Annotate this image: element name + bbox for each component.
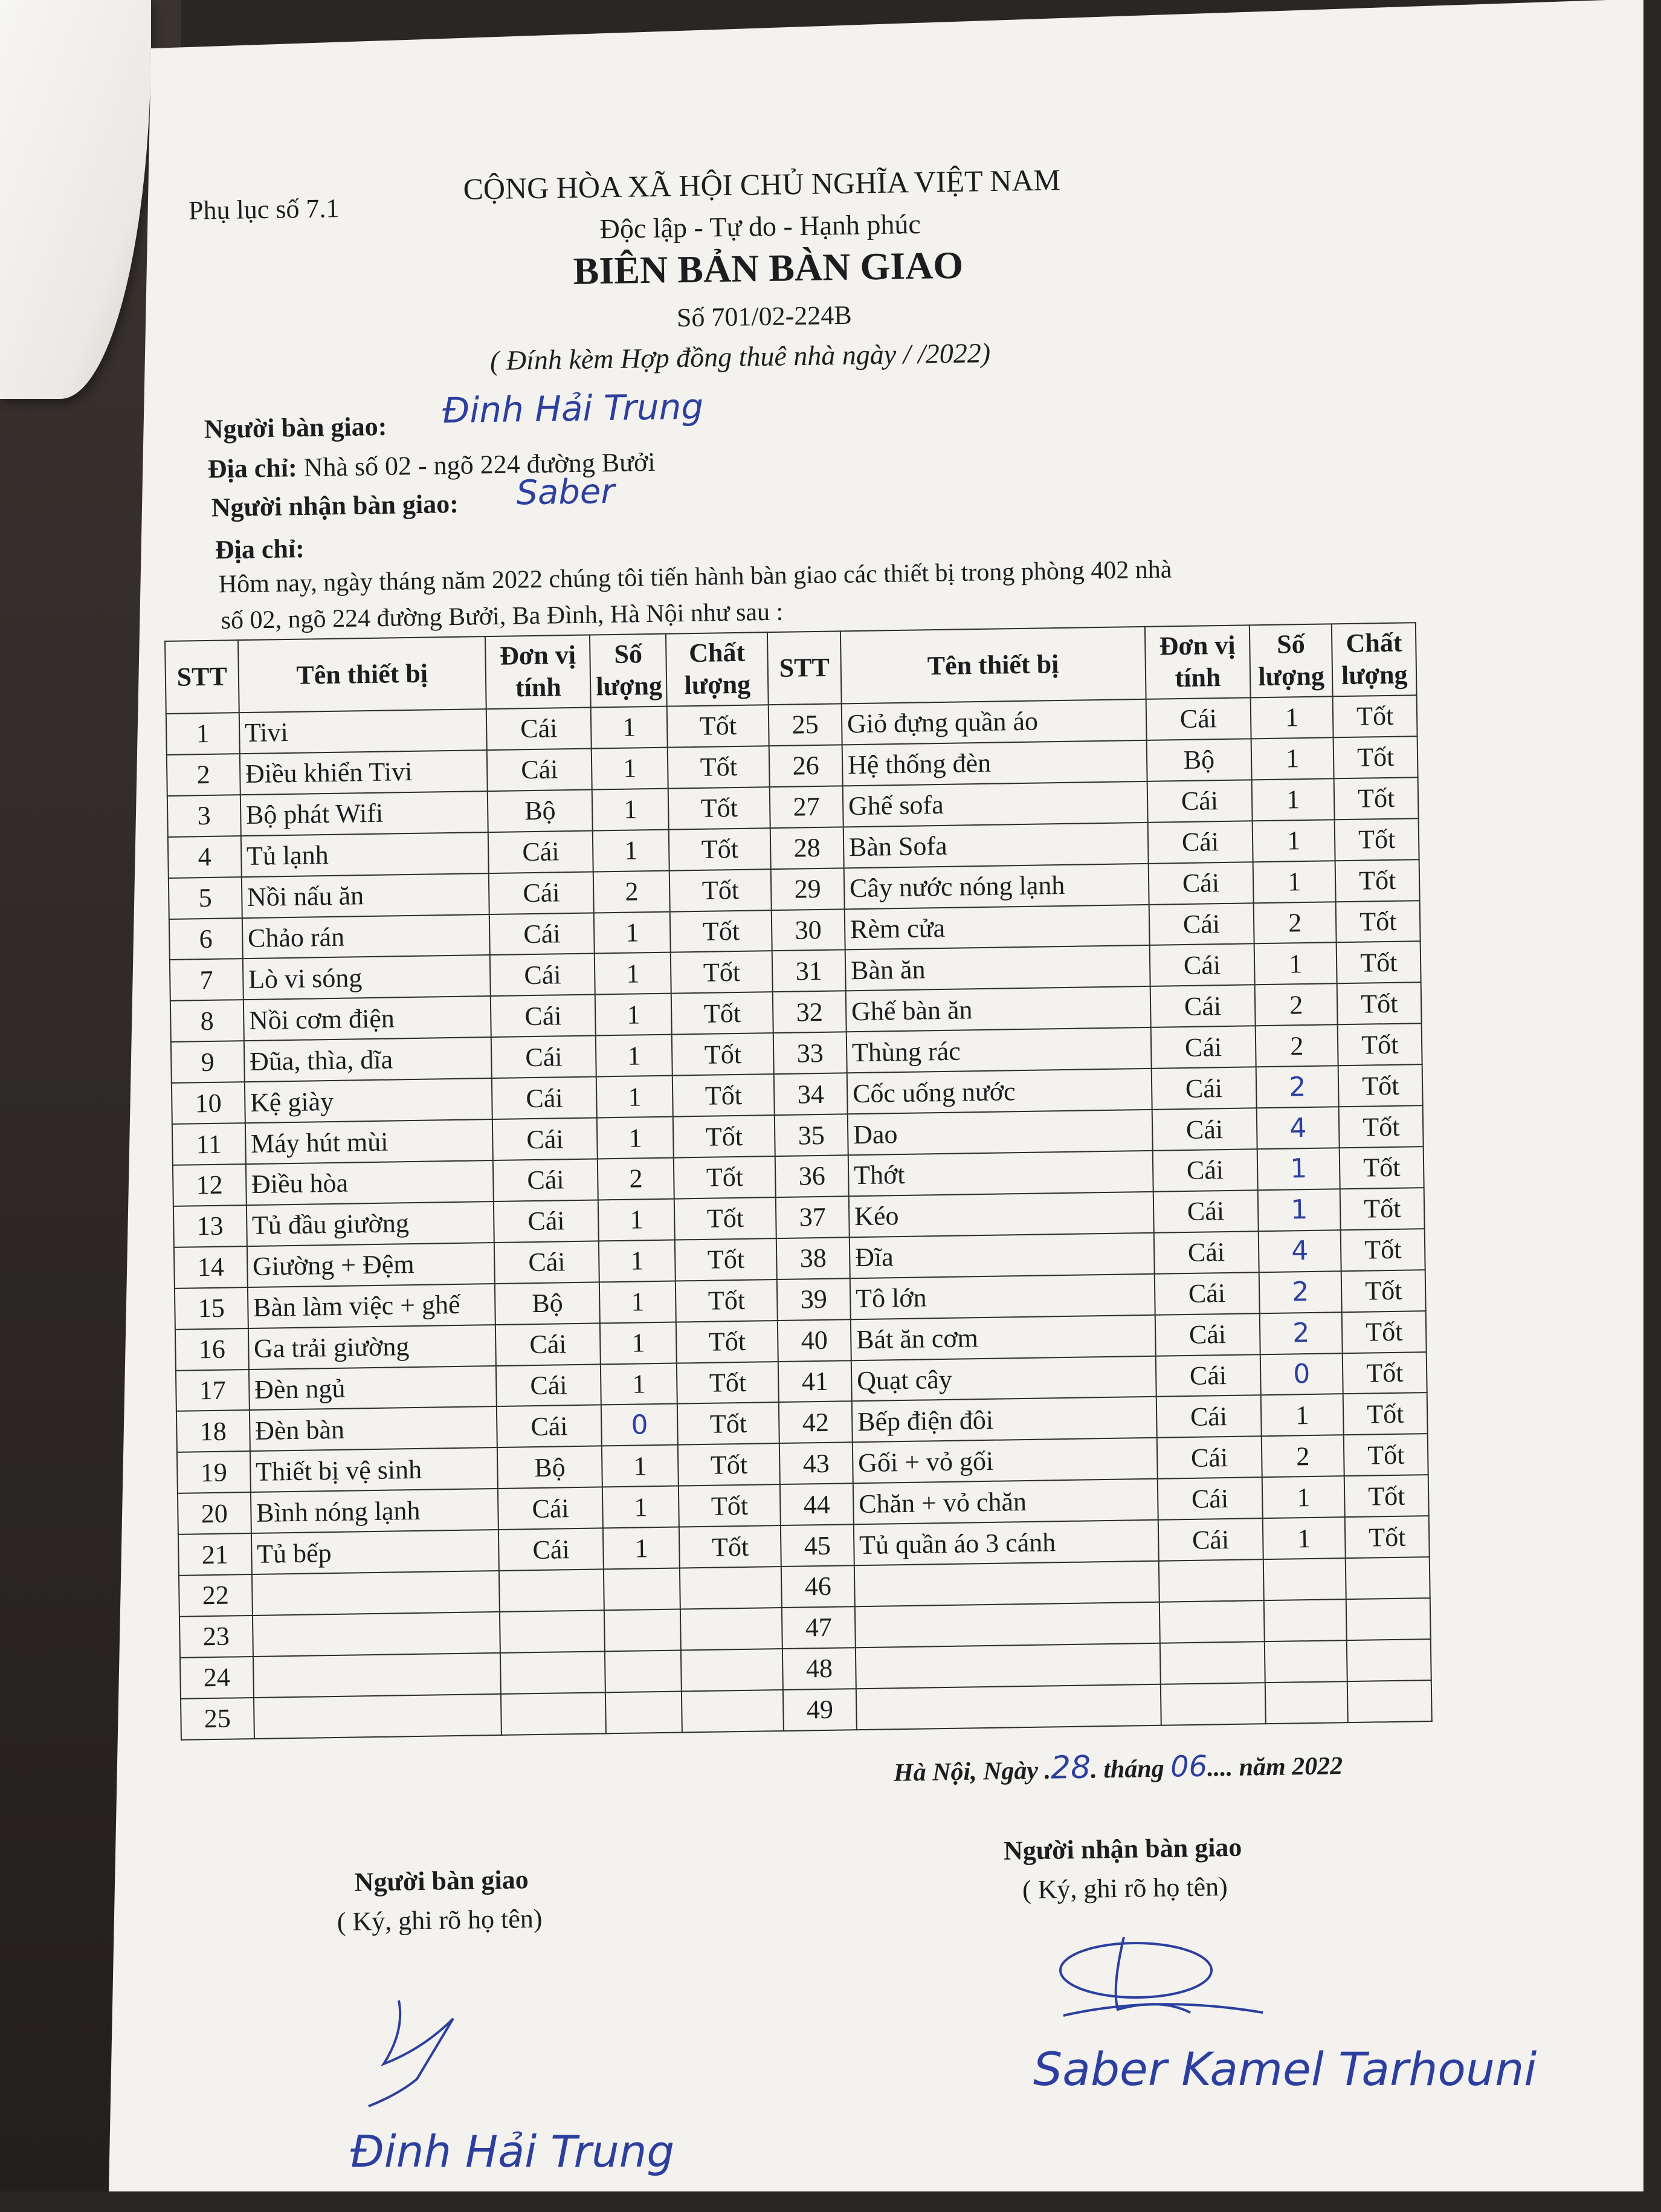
cell-right-qty: 1 [1258, 1189, 1341, 1231]
cell-right-stt: 39 [777, 1278, 851, 1321]
cell-right-stt: 45 [781, 1524, 854, 1567]
receiver-signature-note: ( Ký, ghi rõ họ tên) [1022, 1872, 1228, 1905]
cell-right-quality: Tốt [1341, 1270, 1426, 1312]
cell-left-unit: Cái [498, 1528, 604, 1571]
document-number: Số 701/02-224B [676, 300, 853, 333]
header-quality-r2: lượng [1341, 659, 1408, 691]
cell-left-stt: 14 [174, 1246, 248, 1289]
cell-right-qty: 2 [1254, 902, 1337, 944]
cell-right-stt: 28 [770, 827, 844, 869]
cell-left-quality: Tốt [674, 1156, 776, 1198]
cell-left-qty: 1 [596, 1035, 672, 1077]
cell-left-stt: 24 [180, 1657, 254, 1699]
cell-right-stt: 29 [771, 868, 845, 910]
cell-left-quality: Tốt [675, 1238, 777, 1281]
cell-right-quality: Tốt [1337, 983, 1422, 1025]
cell-right-name: Thùng rác [847, 1027, 1152, 1073]
cell-left-quality: Tốt [668, 746, 770, 788]
header-quality-r1: Chất [1346, 627, 1402, 659]
cell-left-stt: 5 [169, 877, 242, 919]
cell-left-quality: Tốt [671, 951, 773, 994]
national-motto: Độc lập - Tự do - Hạnh phúc [599, 208, 921, 245]
cell-left-quality: Tốt [679, 1525, 781, 1568]
cell-left-stt: 22 [179, 1574, 253, 1617]
cell-right-unit: Cái [1154, 1272, 1259, 1315]
cell-right-quality: Tốt [1338, 1023, 1422, 1066]
cell-right-quality: Tốt [1341, 1229, 1425, 1271]
cell-right-qty: 1 [1251, 737, 1334, 780]
cell-right-stt: 41 [778, 1360, 852, 1403]
address-label: Địa chỉ: [207, 453, 298, 484]
intro-line-1: Hôm nay, ngày tháng năm 2022 chúng tôi tiến hành bàn giao các thiết bị trong phòng 402 nhà [218, 555, 1172, 599]
cell-right-unit: Cái [1156, 1437, 1262, 1479]
cell-left-qty: 1 [593, 829, 669, 872]
cell-left-quality: Tốt [678, 1443, 780, 1486]
cell-right-unit: Cái [1147, 821, 1253, 863]
cell-left-name: Bình nóng lạnh [251, 1489, 498, 1533]
cell-left-stt: 25 [181, 1698, 254, 1740]
cell-left-quality: Tốt [677, 1402, 779, 1444]
contract-attachment: ( Đính kèm Hợp đồng thuê nhà ngày / /2022) [489, 337, 991, 377]
cell-right-qty: 1 [1252, 778, 1335, 821]
cell-right-quality: Tốt [1343, 1352, 1427, 1394]
cell-right-quality: Tốt [1333, 695, 1417, 737]
date-month: 06 [1170, 1749, 1208, 1784]
cell-right-quality: Tốt [1343, 1393, 1428, 1435]
header-unit-r2: tính [1175, 662, 1221, 693]
cell-left-qty: 1 [602, 1486, 679, 1528]
header-name-right: Tên thiết bị [840, 627, 1146, 703]
cell-left-qty: 1 [602, 1445, 679, 1487]
cell-right-stt: 26 [769, 745, 843, 787]
cell-left-qty: 1 [601, 1363, 677, 1405]
giver-signature-note: ( Ký, ghi rõ họ tên) [337, 1903, 543, 1937]
cell-right-qty: 1 [1262, 1476, 1345, 1518]
cell-left-name: Bộ phát Wifi [240, 791, 488, 836]
cell-right-quality: Tốt [1340, 1146, 1424, 1189]
cell-left-unit: Cái [493, 1159, 598, 1201]
cell-left-qty: 1 [599, 1281, 676, 1323]
date-mid: . tháng [1090, 1754, 1171, 1784]
cell-left-stt: 12 [173, 1164, 247, 1206]
cell-right-name: Giỏ đựng quần áo [842, 699, 1147, 745]
cell-right-unit: Cái [1150, 1026, 1256, 1069]
cell-right-quality: Tốt [1340, 1188, 1425, 1230]
cell-right-name: Bàn ăn [845, 945, 1150, 991]
cell-right-name: Bếp điện đôi [852, 1397, 1157, 1442]
cell-right-qty: 0 [1260, 1353, 1343, 1395]
cell-left-stt: 1 [166, 713, 240, 755]
header-qty-l1: Số [614, 639, 643, 670]
cell-left-quality: Tốt [671, 992, 773, 1034]
cell-right-unit: Cái [1155, 1313, 1260, 1356]
cell-right-qty: 2 [1260, 1312, 1343, 1354]
cell-right-stt: 46 [781, 1565, 855, 1608]
cell-left-name: Giường + Đệm [247, 1243, 495, 1287]
cell-left-qty: 2 [593, 870, 670, 913]
cell-right-name: Cốc uống nước [847, 1069, 1152, 1114]
cell-right-unit: Cái [1151, 1067, 1256, 1109]
cell-left-qty: 2 [598, 1158, 674, 1200]
date-line [893, 1748, 1343, 1787]
cell-left-qty: 1 [592, 788, 669, 830]
cell-left-unit: Bộ [488, 789, 593, 832]
cell-left-stt: 2 [167, 754, 240, 796]
address-value: Nhà số 02 - ngõ 224 đường Bưởi [303, 447, 656, 482]
cell-right-unit: Cái [1149, 903, 1254, 945]
cell-right-quality: Tốt [1334, 736, 1418, 778]
cell-left-name: Đèn ngủ [249, 1365, 497, 1410]
cell-right-name: Kéo [849, 1192, 1154, 1237]
header-stt-right: STT [767, 631, 841, 705]
cell-left-name: Đũa, thìa, dĩa [244, 1037, 492, 1082]
receiver-name-handwritten: Saber [515, 471, 615, 513]
header-qty-l2: lượng [596, 670, 663, 702]
cell-right-unit: Cái [1153, 1231, 1259, 1273]
cell-left-stt: 20 [178, 1492, 251, 1534]
cell-left-stt: 23 [179, 1615, 253, 1658]
cell-left-unit: Cái [492, 1118, 598, 1160]
cell-left-quality: Tốt [668, 787, 770, 829]
cell-right-name: Bàn Sofa [843, 823, 1149, 868]
cell-left-unit: Cái [494, 1241, 599, 1283]
cell-left-unit: Cái [491, 995, 596, 1037]
cell-right-unit: Cái [1146, 697, 1251, 740]
date-prefix: Hà Nội, Ngày . [893, 1756, 1051, 1787]
cell-left-name: Ga trải giường [248, 1325, 496, 1370]
cell-left-unit: Bộ [495, 1282, 600, 1324]
intro-line-2: số 02, ngõ 224 đường Bưởi, Ba Đình, Hà Nội như sau : [221, 598, 784, 635]
cell-left-qty: 1 [597, 1117, 674, 1159]
cell-right-unit: Cái [1158, 1518, 1263, 1560]
receiver-signature-title: Người nhận bàn giao [1003, 1832, 1242, 1866]
cell-right-stt: 30 [772, 909, 845, 951]
cell-left-name: Điều hòa [246, 1160, 494, 1205]
receiver-label: Người nhận bàn giao: [211, 488, 459, 523]
cell-right-unit: Cái [1149, 944, 1254, 986]
cell-left-quality: Tốt [676, 1279, 778, 1322]
cell-right-name: Dao [848, 1110, 1153, 1155]
cell-right-unit: Bộ [1146, 739, 1251, 781]
cell-left-quality: Tốt [667, 705, 769, 747]
cell-right-unit: Cái [1157, 1477, 1262, 1519]
cell-left-name: Tivi [239, 709, 486, 754]
cell-left-name: Máy hút mùi [245, 1119, 493, 1164]
cell-right-name: Quạt cây [851, 1356, 1156, 1401]
cell-right-unit: Cái [1150, 985, 1255, 1027]
cell-right-stt: 34 [774, 1073, 848, 1115]
cell-left-qty: 1 [595, 952, 671, 995]
cell-left-unit: Cái [495, 1323, 601, 1365]
cell-right-name: Tô lớn [850, 1273, 1155, 1319]
cell-left-quality: Tốt [676, 1321, 778, 1363]
receiver-address-label: Địa chỉ: [214, 533, 305, 565]
cell-left-name: Nồi cơm điện [244, 996, 491, 1041]
cell-right-quality: Tốt [1336, 901, 1421, 943]
cell-right-stt: 33 [773, 1032, 847, 1075]
cell-left-unit: Cái [487, 748, 592, 791]
cell-left-unit: Cái [491, 1036, 596, 1078]
cell-right-qty: 1 [1257, 1148, 1340, 1190]
cell-left-unit: Cái [486, 708, 592, 750]
header-qty-r2: lượng [1258, 661, 1325, 692]
cell-right-unit: Cái [1152, 1108, 1257, 1150]
cell-right-unit: Cái [1147, 780, 1252, 822]
cell-right-qty: 1 [1253, 820, 1335, 862]
cell-left-unit: Bộ [497, 1446, 602, 1489]
cell-left-name: Tủ bếp [251, 1530, 499, 1574]
cell-right-quality: Tốt [1339, 1105, 1424, 1148]
cell-right-quality: Tốt [1337, 942, 1421, 984]
cell-right-qty: 2 [1262, 1435, 1344, 1477]
cell-left-stt: 19 [177, 1451, 251, 1493]
cell-left-stt: 7 [170, 959, 244, 1001]
document-title: BIÊN BẢN BÀN GIAO [573, 243, 964, 293]
header-stt-left: STT [165, 640, 239, 714]
cell-left-name: Điều khiển Tivi [239, 750, 487, 795]
cell-left-quality: Tốt [677, 1362, 779, 1404]
cell-left-qty: 1 [596, 1076, 673, 1118]
receiver-signature-text: Saber Kamel Tarhouni [1033, 2042, 1537, 2096]
cell-right-qty: 2 [1255, 984, 1338, 1026]
cell-left-stt: 21 [178, 1533, 252, 1576]
date-day: 28 [1050, 1749, 1091, 1787]
cell-right-qty: 2 [1259, 1271, 1342, 1313]
cell-left-stt: 16 [175, 1328, 249, 1371]
cell-left-stt: 3 [167, 795, 241, 837]
cell-left-quality: Tốt [679, 1484, 781, 1527]
giver-name-handwritten: Đinh Hải Trung [442, 386, 704, 432]
cell-left-stt: 18 [176, 1410, 250, 1452]
cell-left-name: Lò vi sóng [243, 956, 491, 1000]
header-name-left: Tên thiết bị [238, 636, 486, 713]
cell-left-unit: Cái [490, 954, 595, 996]
cell-right-unit: Cái [1148, 862, 1253, 904]
cell-right-stt: 37 [776, 1196, 850, 1238]
cell-right-quality: Tốt [1344, 1434, 1428, 1476]
giver-signature-text: Đinh Hải Trung [350, 2126, 675, 2177]
country-name: CỘNG HÒA XÃ HỘI CHỦ NGHĨA VIỆT NAM [463, 163, 1061, 206]
cell-right-name: Cây nước nóng lạnh [844, 864, 1149, 909]
cell-left-qty: 0 [601, 1404, 678, 1446]
cell-left-quality: Tốt [672, 1074, 775, 1116]
cell-left-stt: 11 [172, 1123, 246, 1165]
cell-right-qty: 2 [1256, 1025, 1338, 1067]
cell-right-stt: 49 [783, 1689, 857, 1731]
cell-right-unit: Cái [1153, 1190, 1258, 1232]
cell-left-qty: 1 [600, 1322, 677, 1364]
cell-left-stt: 4 [168, 836, 242, 878]
cell-right-stt: 40 [778, 1319, 851, 1362]
cell-left-qty: 1 [594, 911, 671, 954]
cell-right-name: Đĩa [850, 1233, 1155, 1278]
appendix-label: Phụ lục số 7.1 [188, 193, 340, 225]
giver-signature [326, 1958, 675, 2212]
cell-left-unit: Cái [498, 1487, 603, 1530]
header-unit-r1: Đơn vị [1159, 630, 1236, 661]
giver-label: Người bàn giao: [204, 411, 387, 444]
cell-left-stt: 10 [172, 1082, 245, 1124]
cell-right-stt: 38 [776, 1237, 850, 1279]
cell-left-stt: 17 [176, 1370, 250, 1412]
cell-right-quality: Tốt [1342, 1311, 1427, 1353]
cell-left-stt: 15 [175, 1287, 248, 1330]
cell-left-stt: 13 [173, 1205, 247, 1247]
cell-right-quality: Tốt [1338, 1064, 1423, 1107]
cell-right-quality: Tốt [1335, 818, 1419, 861]
cell-right-unit: Cái [1155, 1354, 1260, 1397]
header-quality-l1: Chất [688, 637, 746, 668]
cell-right-stt: 31 [772, 950, 846, 992]
cell-right-stt: 35 [775, 1114, 848, 1156]
cell-right-name: Tủ quần áo 3 cánh [854, 1520, 1159, 1565]
cell-left-qty: 1 [599, 1240, 676, 1282]
cell-left-qty: 1 [591, 707, 668, 749]
header-unit-l1: Đơn vị [499, 640, 576, 671]
cell-right-qty: 1 [1253, 861, 1336, 903]
header-unit-l2: tính [515, 672, 562, 703]
cell-left-name: Kệ giày [245, 1078, 492, 1123]
cell-right-name: Bát ăn cơm [851, 1315, 1156, 1360]
cell-right-name: Ghế sofa [843, 781, 1148, 827]
cell-left-stt: 9 [171, 1041, 245, 1083]
cell-left-stt: 6 [169, 918, 243, 960]
cell-right-quality: Tốt [1344, 1475, 1429, 1517]
cell-left-unit: Cái [496, 1364, 601, 1406]
cell-right-unit: Cái [1152, 1149, 1257, 1191]
cell-left-qty: 1 [603, 1527, 680, 1570]
cell-right-name: Gối + vỏ gối [853, 1438, 1158, 1483]
cell-left-name: Tủ lạnh [241, 832, 489, 877]
giver-signature-title: Người bàn giao [354, 1864, 529, 1897]
cell-left-quality: Tốt [674, 1197, 776, 1240]
cell-right-stt: 25 [769, 703, 842, 746]
date-suffix: .... năm 2022 [1207, 1752, 1343, 1782]
cell-right-stt: 44 [780, 1483, 854, 1525]
cell-right-qty: 2 [1256, 1066, 1339, 1108]
cell-right-unit: Cái [1156, 1395, 1261, 1438]
cell-left-quality: Tốt [672, 1033, 774, 1075]
cell-right-stt: 27 [770, 786, 843, 828]
header-qty-r1: Số [1276, 629, 1306, 659]
cell-right-stt: 47 [782, 1606, 856, 1649]
cell-left-stt: 8 [170, 1000, 244, 1042]
cell-left-quality: Tốt [673, 1115, 775, 1157]
cell-right-quality: Tốt [1334, 777, 1419, 820]
cell-right-name: Rèm cửa [845, 904, 1150, 949]
cell-left-name: Bàn làm việc + ghế [248, 1284, 495, 1328]
cell-right-qty: 1 [1254, 943, 1337, 985]
cell-left-quality: Tốt [670, 910, 772, 952]
cell-right-stt: 32 [773, 991, 847, 1033]
cell-right-qty: 1 [1263, 1517, 1346, 1559]
receiver-signature [1021, 1922, 1537, 2103]
cell-left-quality: Tốt [669, 828, 771, 870]
cell-left-unit: Cái [492, 1077, 597, 1119]
cell-right-name: Chăn + vỏ chăn [853, 1479, 1158, 1524]
cell-right-name: Thớt [848, 1151, 1153, 1196]
cell-right-stt: 48 [782, 1648, 856, 1690]
cell-left-unit: Cái [497, 1405, 602, 1447]
cell-right-quality: Tốt [1345, 1516, 1430, 1558]
cell-right-name: Ghế bàn ăn [846, 986, 1151, 1032]
header-quality-l2: lượng [684, 669, 751, 700]
cell-left-name: Tủ đầu giường [247, 1201, 494, 1246]
cell-left-qty: 1 [595, 994, 672, 1036]
cell-left-unit: Cái [488, 830, 593, 873]
cell-right-qty: 4 [1259, 1230, 1341, 1272]
cell-right-quality: Tốt [1335, 859, 1420, 902]
cell-left-unit: Cái [489, 872, 594, 914]
cell-right-qty: 4 [1257, 1107, 1340, 1149]
cell-left-name: Thiết bị vệ sinh [250, 1447, 498, 1492]
cell-right-stt: 43 [779, 1443, 853, 1485]
cell-right-qty: 1 [1250, 696, 1333, 739]
cell-right-stt: 42 [779, 1402, 853, 1444]
cell-left-quality: Tốt [669, 869, 772, 911]
cell-left-qty: 1 [592, 748, 668, 790]
cell-right-qty: 1 [1261, 1394, 1344, 1437]
cell-right-stt: 36 [775, 1155, 849, 1197]
cell-left-qty: 1 [598, 1198, 675, 1241]
cell-left-unit: Cái [489, 913, 595, 955]
cell-left-unit: Cái [494, 1200, 599, 1242]
cell-left-name: Đèn bàn [250, 1406, 497, 1451]
cell-left-name: Chảo rán [242, 914, 490, 959]
cell-left-name: Nồi nấu ăn [242, 873, 489, 918]
cell-right-name: Hệ thống đèn [842, 740, 1147, 786]
